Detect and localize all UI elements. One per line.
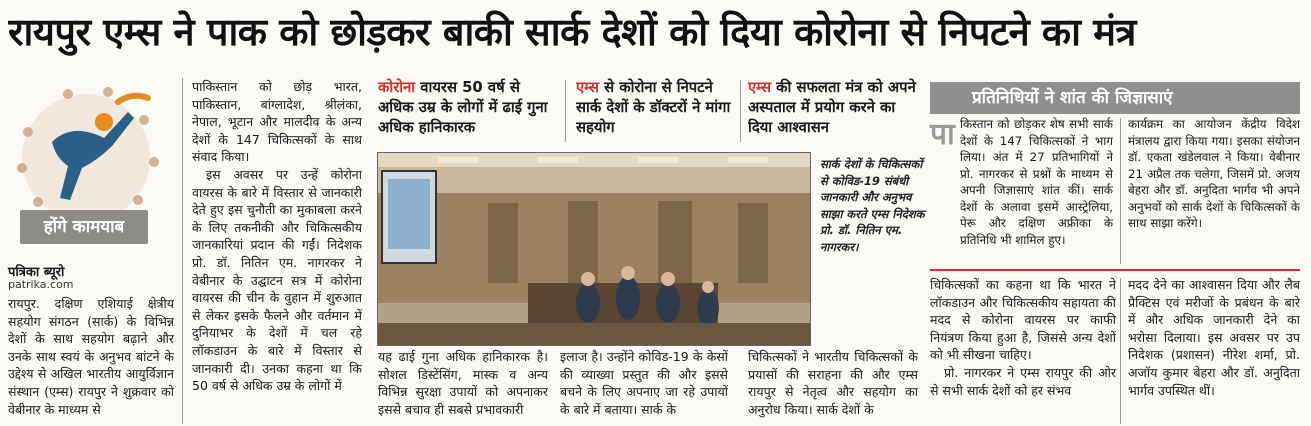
article-col2-para1: पाकिस्तान को छोड़ भारत, पाकिस्तान, बांग्लादेश, श्रीलंका, नेपाल, भूटान और मालदीव के अन्य देशों के 147 चिकित्सकों के साथ संवाद किया। — [192, 79, 362, 165]
column-divider — [1120, 278, 1121, 424]
photo-caption: सार्क देशों के चिकित्सकों से कोविड-19 संबंधी जानकारी और अनुभव साझा करते एम्स निदेशक प्रो. डॉ. नितिन एम. नागरकर। — [820, 157, 925, 254]
article-col5-text: चिकित्सकों ने भारतीय चिकित्सकों के प्रयासों की सराहना की और एम्स रायपुर से नेतृत्व और सहयोग का अनुरोध किया। सार्क देशों के — [748, 349, 918, 417]
subhead-2 — [576, 78, 732, 144]
sidebar-right-top: कार्यक्रम का आयोजन केंद्रीय विदेश मंत्रालय द्वारा किया गया। इसका संयोजन डॉ. एकता खंडेलवाल ने किया। वेबीनार 21 अप्रैल तक चलेगा, जिसमें प्रो. अजय बेहरा और डॉ. अनुदिता भार्गव भी अपने अनुभवों को सार्क देशों के चिकित्सकों के साथ साझा करेंगे। — [1128, 117, 1300, 230]
sidebar-right-bottom — [1128, 276, 1300, 426]
conference-photo — [377, 152, 811, 346]
sidebar-right-bottom-text: मदद देने का आश्वासन दिया और लैब प्रैक्टिस एवं मरीजों के प्रबंधन के बारे में और अधिक जानकारी देने का भरोसा दिलाया। इस अवसर पर उप निदेशक (प्रशासन) नीरेश शर्मा, प्रो. अजॉय कुमार बेहरा और डॉ. अनुदिता भार्गव उपस्थित थीं। — [1128, 277, 1300, 398]
article-col3-text: यह ढाई गुना अधिक हानिकारक है। सोशल डिस्टेंसिंग, मास्क व अन्य विभिन्न सुरक्षा उपायों को अपनाकर इससे बचाव ही सबसे प्रभावकारी — [378, 349, 548, 417]
subhead-1 — [378, 78, 556, 144]
logo-banner: होंगे कामयाब — [20, 210, 148, 244]
subhead-3-text: की सफलता मंत्र को अपने अस्पताल में प्रयोग करने का दिया आश्वासन — [748, 79, 916, 136]
article-col2-para2: इस अवसर पर उन्हें कोरोना वायरस के बारे में विस्तार से जानकारी देते हुए इस चुनौती का मुकाबला करने के लिए तकनीकी और चिकित्सकीय जानकारियां प्रदान की गईं। निदेशक प्रो. डॉ. नितिन एम. नागरकर ने वेबीनार के उद्घाटन सत्र में कोरोना वायरस की चीन के वुहान में शुरुआत से लेकर इसके फैलने और वर्तमान में दुनियाभर के देशों में चल रहे लॉकडाउन के बारे में विस्तार से जानकारी दी। उनका कहना था कि 50 वर्ष से अधिक उम्र के लोगों में — [192, 166, 362, 394]
headline: रायपुर एम्स ने पाक को छोड़कर बाकी सार्क देशों को दिया कोरोना से निपटने का मंत्र — [8, 10, 1136, 54]
sidebar-title: प्रतिनिधियों ने शांत की जिज्ञासाएं — [930, 82, 1300, 114]
column-divider — [1120, 118, 1121, 264]
subhead-3 — [748, 78, 924, 144]
article-column-5 — [748, 348, 918, 426]
article-column-4 — [560, 348, 728, 426]
sidebar-left-bottom-para2: प्रो. नागरकर ने एम्स रायपुर की ओर से सभी सार्क देशों को हर संभव — [930, 364, 1116, 398]
subhead-2-highlight: एम्स — [576, 79, 599, 96]
byline-name: पत्रिका ब्यूरो — [8, 265, 65, 280]
sidebar-dropcap: पा — [930, 117, 955, 152]
sidebar-left-bottom — [930, 276, 1116, 426]
article-column-2 — [192, 78, 362, 426]
article-column-3 — [378, 348, 548, 426]
subhead-3-highlight: एम्स — [748, 79, 771, 96]
column-divider — [565, 80, 566, 142]
sidebar-left-top: किस्तान को छोड़कर शेष सभी सार्क देशों के 147 चिकित्सकों ने भाग लिया। अंत में 27 प्रतिभागियों ने प्रो. नागरकर से प्रश्नों के माध्यम से अपनी जिज्ञासाएं शांत कीं। सार्क देशों के अलावा इसमें आस्ट्रेलिया, पेरू और दक्षिण अफ्रीका के प्रतिनिधि भी शामिल हुए। — [960, 117, 1113, 247]
article-col1-text: रायपुर. दक्षिण एशियाई क्षेत्रीय सहयोग संगठन (सार्क) के विभिन्न देशों के साथ सहयोग बढ़ाने और उनके साथ स्वयं के अनुभव बांटने के उद्देश्य से अखिल भारतीय आयुर्विज्ञान संस्थान (एम्स) रायपुर ने शुक्रवार को वेबीनार के माध्यम से — [8, 296, 174, 417]
article-column-1 — [8, 295, 174, 425]
subhead-1-text: वायरस 50 वर्ष से अधिक उम्र के लोगों में ढाई गुना अधिक हानिकारक — [378, 79, 548, 136]
sidebar-red-rule — [930, 269, 1300, 271]
column-divider — [182, 78, 183, 424]
column-divider — [740, 80, 741, 142]
byline-site: patrika.com — [8, 278, 74, 291]
article-col4-text: इलाज है। उन्होंने कोविड-19 के केसों की व्याख्या प्रस्तुत की और इससे बचने के लिए अपनाए जा रहे उपायों के बारे में बताया। सार्क के — [560, 349, 728, 417]
subhead-2-text: से कोरोना से निपटने सार्क देशों के डॉक्टरों ने मांगा सहयोग — [576, 79, 731, 136]
sidebar-left-bottom-para1: चिकित्सकों का कहना था कि भारत ने लॉकडाउन और चिकित्सकीय सहायता की मदद से कोरोना वायरस पर काफी नियंत्रण किया हुआ है, जिससे अन्य देशों को भी सीखना चाहिए। — [930, 277, 1116, 363]
subhead-1-highlight: कोरोना — [378, 79, 416, 96]
